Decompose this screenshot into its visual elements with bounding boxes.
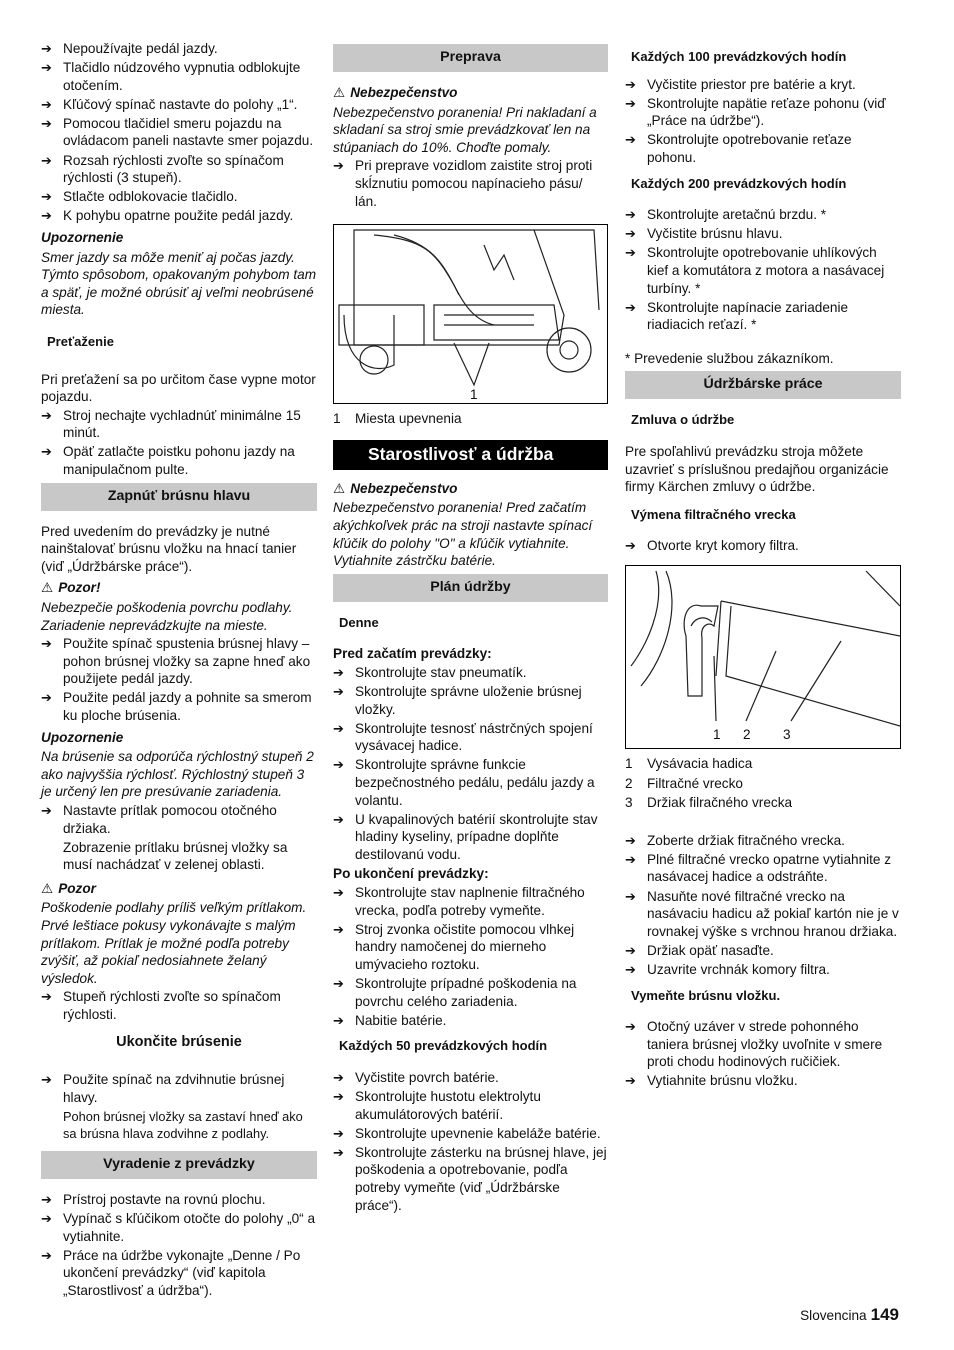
column-right bbox=[625, 40, 901, 1091]
list-item: ➔ Skontrolujte stav naplnenie filtračného vrecka, podľa potreby vymeňte. bbox=[333, 885, 585, 918]
danger-label: ⚠ Nebezpečenstvo bbox=[333, 480, 458, 496]
arrow-right-icon: ➔ bbox=[333, 1088, 344, 1104]
list-item: ➔ Vyčistite brúsnu hlavu. bbox=[625, 226, 783, 242]
list-item: ➔ Prístroj postavte na rovnú plochu. bbox=[41, 1192, 266, 1208]
list-item: ➔ Otočný uzáver v strede pohonného taniera brúsnej vložky uvoľnite v smere proti chodu hodinových ručičiek. bbox=[625, 1019, 883, 1070]
list-item: ➔ Uzavrite vrchnák komory filtra. bbox=[625, 961, 830, 977]
warning-triangle-icon: ⚠ bbox=[333, 480, 346, 496]
arrow-right-icon: ➔ bbox=[333, 885, 344, 901]
list-item: ➔ Skontrolujte správne uloženie brúsnej vložky. bbox=[333, 684, 582, 717]
list-item: ➔ Skontrolujte opotrebovanie reťaze pohonu. bbox=[625, 132, 852, 165]
list-item: ➔ Vypínač s kľúčikom otočte do polohy „0“ a vytiahnite. bbox=[41, 1211, 316, 1244]
list-item: ➔ Kľúčový spínač nastavte do polohy „1“. bbox=[41, 96, 298, 112]
contract-text: Pre spoľahlivú prevádzku stroja môžete uzavrieť s príslušnou predajňou organizácie firmy Kärchen zmluvy o údržbe. bbox=[625, 444, 889, 495]
list-item: ➔ Skontrolujte tesnosť nástrčných spojení vysávacej hadice. bbox=[333, 720, 593, 754]
overload-text: Pri preťažení sa po určitom čase vypne motor pojazdu. bbox=[41, 371, 316, 405]
list-item: ➔ Použite pedál jazdy a pohnite sa smerom ku ploche brúsenia. bbox=[41, 690, 312, 723]
caution-label: ⚠ Pozor! bbox=[41, 580, 101, 596]
pad-heading: Vymeňte brúsnu vložku. bbox=[631, 987, 781, 1003]
list-item: ➔ Skontrolujte správne funkcie bezpečnostného pedálu, pedálu jazdy a volantu. bbox=[333, 757, 595, 808]
list-item: ➔ Skontrolujte napínacie zariadenie riadiacich reťazí. * bbox=[625, 299, 849, 333]
arrow-right-icon: ➔ bbox=[333, 684, 344, 699]
note-label: Upozornenie bbox=[41, 229, 124, 245]
arrow-right-icon: ➔ bbox=[41, 1072, 52, 1088]
section-bar-transport: Preprava bbox=[333, 44, 608, 72]
list-item: ➔ Nabitie batérie. bbox=[333, 1012, 447, 1028]
arrow-right-icon: ➔ bbox=[625, 888, 636, 904]
machine-illustration bbox=[334, 225, 607, 403]
list-item: ➔ Nastavte prítlak pomocou otočného držiaka. bbox=[41, 802, 277, 836]
list-item: ➔ K pohybu opatrne použite pedál jazdy. bbox=[41, 208, 294, 224]
figure-legend-item: 3 Držiak filračného vrecka bbox=[625, 795, 793, 811]
list-item: ➔ Skontrolujte zásterku na brúsnej hlave, jej poškodenia a opotrebovanie, podľa potreby vymeňte (viď „Údržbárske práce“). bbox=[333, 1144, 607, 1213]
figure-callout: 3 bbox=[783, 726, 791, 742]
note-text: Smer jazdy sa môže meniť aj počas jazdy. Týmto spôsobom, opakovaným pohybom tam a späť, je možné obrúsiť aj veľmi neobrúsené miesta. bbox=[41, 249, 317, 318]
list-item: ➔ Skontrolujte opotrebovanie uhlíkových kief a komutátora z motora a nasávacej turbíny. * bbox=[625, 245, 885, 296]
arrow-right-icon: ➔ bbox=[625, 207, 636, 223]
list-item: ➔ Tlačidlo núdzového vypnutia odblokujte otočením. bbox=[41, 60, 301, 93]
arrow-right-icon: ➔ bbox=[333, 921, 344, 937]
arrow-right-icon: ➔ bbox=[333, 1125, 344, 1141]
arrow-right-icon: ➔ bbox=[41, 636, 52, 652]
column-left bbox=[41, 40, 317, 1301]
list-item: ➔ Skontrolujte prípadné poškodenia na povrchu celého zariadenia. bbox=[333, 976, 577, 1009]
filter-heading: Výmena filtračného vrecka bbox=[631, 506, 796, 522]
list-item: ➔ Zoberte držiak fitračného vrecka. bbox=[625, 832, 845, 848]
figure-callout: 1 bbox=[713, 726, 721, 742]
arrow-right-icon: ➔ bbox=[625, 226, 636, 242]
list-item: ➔ Skontrolujte hustotu elektrolytu akumulátorových batérií. bbox=[333, 1088, 541, 1122]
caution-text: Poškodenie podlahy príliš veľkým prítlakom. Prvé leštiace pokusy vykonávajte s malým prítlakom. Prítlak je možné podľa potreby zvýšiť, až pokiaľ nedosiahnete želaný výsledok. bbox=[41, 900, 307, 986]
list-item: ➔ Stroj zvonka očistite pomocou vlhkej handry namočenej do mierneho umývacieho roztoku. bbox=[333, 921, 575, 972]
list-item: ➔ Použite spínač spustenia brúsnej hlavy – pohon brúsnej vložky sa zapne hneď ako použijete pedál jazdy. bbox=[41, 636, 311, 687]
arrow-right-icon: ➔ bbox=[333, 811, 344, 827]
list-item: ➔ Skontrolujte aretačnú brzdu. * bbox=[625, 207, 827, 223]
interval-50-heading: Každých 50 prevádzkových hodín bbox=[339, 1038, 548, 1054]
figure-legend-item: 1 Miesta upevnenia bbox=[333, 411, 462, 427]
list-item: ➔ Vyčistite priestor pre batérie a kryt. bbox=[625, 76, 856, 92]
contract-heading: Zmluva o údržbe bbox=[631, 412, 735, 428]
list-item: ➔ Vytiahnite brúsnu vložku. bbox=[625, 1073, 798, 1089]
section-bar-start-head: Zapnúť brúsnu hlavu bbox=[41, 483, 317, 511]
list-item: ➔ Skontrolujte stav pneumatík. bbox=[333, 664, 527, 680]
list-item: ➔ Rozsah rýchlosti zvoľte so spínačom rýchlosti (3 stupeň). bbox=[41, 152, 284, 186]
arrow-right-icon: ➔ bbox=[625, 538, 636, 554]
arrow-right-icon: ➔ bbox=[41, 152, 52, 168]
arrow-right-icon: ➔ bbox=[625, 961, 636, 977]
arrow-right-icon: ➔ bbox=[625, 95, 636, 111]
list-item: ➔ Stroj nechajte vychladnúť minimálne 15 minút. bbox=[41, 407, 301, 441]
list-item: ➔ Práce na údržbe vykonajte „Denne / Po ukončení prevádzky“ (viď kapitola „Starostlivosť a údržba“). bbox=[41, 1247, 301, 1299]
chapter-heading: Starostlivosť a údržba bbox=[333, 440, 608, 470]
filter-bag-illustration bbox=[626, 566, 900, 748]
indent-text: Zobrazenie prítlaku brúsnej vložky sa musí nachádzať v zelenej oblasti. bbox=[63, 839, 288, 873]
list-item: ➔ Nasuňte nové filtračné vrecko na nasávaciu hadicu až pokiaľ kartón nie je v rovnakej výške s vrchnou hranou držiaka. bbox=[625, 888, 899, 939]
arrow-right-icon: ➔ bbox=[41, 96, 52, 112]
arrow-right-icon: ➔ bbox=[625, 1019, 636, 1035]
after-label: Po ukončení prevádzky: bbox=[333, 866, 489, 882]
arrow-right-icon: ➔ bbox=[41, 690, 52, 706]
list-item: ➔ Opäť zatlačte poistku pohonu jazdy na manipulačnom pulte. bbox=[41, 444, 295, 477]
danger-label: ⚠ Nebezpečenstvo bbox=[333, 85, 458, 100]
warning-triangle-icon: ⚠ bbox=[41, 580, 54, 596]
arrow-right-icon: ➔ bbox=[625, 942, 636, 958]
figure-tie-down-points bbox=[333, 224, 608, 404]
arrow-right-icon: ➔ bbox=[41, 1211, 52, 1227]
arrow-right-icon: ➔ bbox=[333, 664, 344, 680]
before-label: Pred začatím prevádzky: bbox=[333, 646, 492, 662]
arrow-right-icon: ➔ bbox=[625, 851, 636, 867]
list-item: ➔ Otvorte kryt komory filtra. bbox=[625, 538, 799, 554]
footnote: * Prevedenie službou zákazníkom. bbox=[625, 350, 834, 366]
start-text: Pred uvedením do prevádzky je nutné nainštalovať brúsnu vložku na hnací tanier (viď „Údržbárske práce“). bbox=[41, 523, 297, 574]
section-bar-maintenance-plan: Plán údržby bbox=[333, 574, 608, 602]
list-item: ➔ Vyčistite povrch batérie. bbox=[333, 1069, 499, 1085]
daily-heading: Denne bbox=[339, 614, 379, 630]
arrow-right-icon: ➔ bbox=[333, 1012, 344, 1028]
list-item: ➔ Plné filtračné vrecko opatrne vytiahnite z nasávacej hadice a odstráňte. bbox=[625, 851, 892, 885]
arrow-right-icon: ➔ bbox=[41, 1192, 52, 1208]
list-item: ➔ Použite spínač na zdvihnutie brúsnej hlavy. bbox=[41, 1072, 285, 1105]
interval-100-heading: Každých 100 prevádzkových hodín bbox=[631, 49, 847, 64]
arrow-right-icon: ➔ bbox=[333, 158, 344, 174]
arrow-right-icon: ➔ bbox=[333, 757, 344, 773]
caution-text: Nebezpečie poškodenia povrchu podlahy. Zariadenie neprevádzkujte na mieste. bbox=[41, 599, 293, 633]
overload-heading: Preťaženie bbox=[47, 333, 114, 349]
list-item: ➔ Nepoužívajte pedál jazdy. bbox=[41, 41, 218, 56]
note-label: Upozornenie bbox=[41, 729, 124, 745]
list-item: ➔ Stupeň rýchlosti zvoľte so spínačom rýchlosti. bbox=[41, 989, 281, 1022]
interval-200-heading: Každých 200 prevádzkových hodín bbox=[631, 175, 847, 191]
column-middle bbox=[333, 40, 608, 1216]
arrow-right-icon: ➔ bbox=[41, 1247, 52, 1263]
note-text: Na brúsenie sa odporúča rýchlostný stupeň 2 ako najvyššia rýchlosť. Rýchlostný stupeň 3 je určený len pre presúvanie zariadenia. bbox=[41, 749, 314, 800]
figure-filter-bag bbox=[625, 565, 901, 749]
arrow-right-icon: ➔ bbox=[41, 407, 52, 423]
arrow-right-icon: ➔ bbox=[625, 1073, 636, 1089]
arrow-right-icon: ➔ bbox=[333, 976, 344, 991]
figure-callout: 1 bbox=[470, 387, 478, 403]
warning-triangle-icon: ⚠ bbox=[41, 880, 54, 896]
end-heading: Ukončite brúsenie bbox=[116, 1033, 242, 1050]
danger-text: Nebezpečenstvo poranenia! Pri nakladaní a skladaní sa stroj smie prevádzkovať len na stúpaniach do 10%. Choďte pomaly. bbox=[333, 104, 597, 155]
arrow-right-icon: ➔ bbox=[625, 76, 636, 92]
indent-text: Pohon brúsnej vložky sa zastaví hneď ako sa brúsna hlava zodvihne z podlahy. bbox=[63, 1108, 303, 1142]
arrow-right-icon: ➔ bbox=[41, 802, 52, 818]
arrow-right-icon: ➔ bbox=[333, 1069, 344, 1085]
danger-text: Nebezpečenstvo poranenia! Pred začatím akýchkoľvek prác na stroji nastavte spínací kľúčik do polohy "O" a kľúčik vytiahnite. Vytiahnite zástrčku batérie. bbox=[333, 500, 593, 569]
list-item: ➔ Držiak opäť nasaďte. bbox=[625, 942, 774, 958]
caution-label: ⚠ Pozor bbox=[41, 880, 96, 896]
figure-legend-item: 2 Filtračné vrecko bbox=[625, 775, 743, 791]
arrow-right-icon: ➔ bbox=[625, 832, 636, 848]
warning-triangle-icon: ⚠ bbox=[333, 85, 346, 100]
footer-language: Slovencina bbox=[800, 1308, 867, 1323]
arrow-right-icon: ➔ bbox=[41, 41, 52, 56]
page-number: 149 bbox=[870, 1305, 899, 1324]
arrow-right-icon: ➔ bbox=[41, 208, 52, 224]
figure-callout: 2 bbox=[743, 726, 751, 742]
list-item: ➔ Skontrolujte napätie reťaze pohonu (viď „Práce na údržbe“). bbox=[625, 95, 886, 129]
list-item: ➔ Skontrolujte upevnenie kabeláže batérie. bbox=[333, 1125, 601, 1141]
arrow-right-icon: ➔ bbox=[625, 299, 636, 315]
arrow-right-icon: ➔ bbox=[41, 444, 52, 460]
arrow-right-icon: ➔ bbox=[333, 1144, 344, 1160]
list-item: ➔ Pomocou tlačidiel smeru pojazdu na ovládacom paneli nastavte smer pojazdu. bbox=[41, 115, 314, 149]
page-footer bbox=[800, 1306, 899, 1325]
arrow-right-icon: ➔ bbox=[41, 115, 52, 131]
figure-legend-item: 1 Vysávacia hadica bbox=[625, 755, 753, 771]
arrow-right-icon: ➔ bbox=[625, 132, 636, 148]
section-bar-decommission: Vyradenie z prevádzky bbox=[41, 1151, 317, 1179]
arrow-right-icon: ➔ bbox=[41, 189, 52, 205]
arrow-right-icon: ➔ bbox=[41, 989, 52, 1005]
section-bar-maintenance-work: Údržbárske práce bbox=[625, 371, 901, 399]
list-item: ➔ U kvapalinových batérií skontrolujte stav hladiny kyseliny, prípadne doplňte destilovanú vodu. bbox=[333, 811, 598, 862]
arrow-right-icon: ➔ bbox=[41, 60, 52, 76]
arrow-right-icon: ➔ bbox=[333, 720, 344, 736]
list-item: ➔ Pri preprave vozidlom zaistite stroj proti skĺznutiu pomocou napínacieho pásu/ lán. bbox=[333, 158, 593, 209]
list-item: ➔ Stlačte odblokovacie tlačidlo. bbox=[41, 189, 238, 205]
arrow-right-icon: ➔ bbox=[625, 245, 636, 261]
